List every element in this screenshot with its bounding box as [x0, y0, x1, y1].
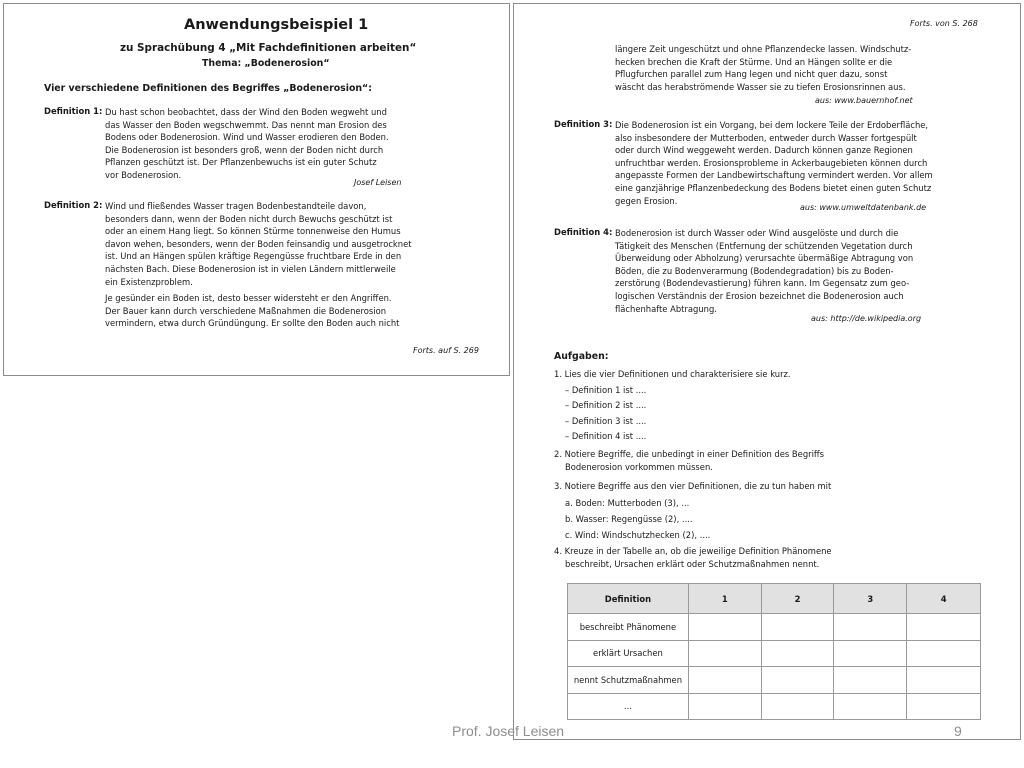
page-number: 9 [954, 723, 962, 739]
table-row [568, 693, 981, 720]
page-title: Anwendungsbeispiel 1 [184, 17, 369, 33]
task-3: 3. Notiere Begriffe aus den vier Definitionen, die zu tun haben mit [554, 481, 832, 491]
page-subtitle: zu Sprachübung 4 „Mit Fachdefinitionen arbeiten“ [120, 42, 417, 54]
table-cell [834, 640, 907, 667]
task-1-items: – Definition 1 ist .... – Definition 2 ist .... – Definition 3 ist .... – Definition 4 ist .... [565, 385, 647, 442]
task-2: 2. Notiere Begriffe, die unbedingt in einer Definition des Begriffs Bodenerosion vorkommen müssen. [554, 449, 825, 472]
definition-4-text: Bodenerosion ist durch Wasser oder Wind ausgelöste und durch die Tätigkeit des Menschen (Entfernung der schützenden Vegetation durch Überweidung oder Abholzung) verursachte übermäßige Abtragung von Böden, die zu Bodenverarmung (Bodendegradation) bis zu Boden- zerstörung (Bodendevastierung) führen kann. Im Gegensatz zum geo- logischen Verständnis der Erosion bezeichnet die Bodenerosion auch flächenhafte Abtragung. [615, 228, 914, 314]
row-label: erklärt Ursachen [568, 640, 689, 667]
definition-1-source: Josef Leisen [354, 178, 402, 187]
table-cell [761, 614, 834, 641]
task-3-items: a. Boden: Mutterboden (3), ... b. Wasser: Regengüsse (2), .... c. Wind: Windschutzhecken (2), .... [565, 498, 711, 540]
continued-source: aus: www.bauernhof.net [815, 96, 913, 105]
topic-heading: Thema: „Bodenerosion“ [202, 58, 330, 69]
table-header: 2 [761, 584, 834, 614]
right-page [513, 3, 1021, 740]
task-4: 4. Kreuze in der Tabelle an, ob die jeweilige Definition Phänomene beschreibt, Ursachen erklärt oder Schutzmaßnahmen nennt. [554, 546, 832, 569]
table-cell [834, 614, 907, 641]
definition-3-source: aus: www.umweltdatenbank.de [800, 203, 927, 212]
definition-1-label: Definition 1: [44, 106, 103, 116]
continued-from-note: Forts. von S. 268 [910, 19, 978, 28]
evaluation-table [567, 583, 981, 720]
table-header-row [568, 584, 981, 614]
continued-text: längere Zeit ungeschützt und ohne Pflanzendecke lassen. Windschutz- hecken brechen die Kraft der Stürme. Und an Hängen sollte er die Pflugfurchen parallel zum Hang legen und nicht quer dazu, sonst wäscht das herabströmende Wasser sie zu tiefen Erosionsrinnen aus. [615, 44, 912, 92]
definition-2-label: Definition 2: [44, 200, 103, 210]
definition-2-text: Wind und fließendes Wasser tragen Bodenbestandteile davon, besonders dann, wenn der Boden nicht durch Bewuchs geschützt ist oder an einem Hang liegt. So können Stürme tonnenweise den Humus davon wehen, besonders, wenn der Boden feinsandig und ausgetrocknet ist. Und an Hängen spülen kräftige Regengüsse fruchtbare Erde in den nächsten Bach. Diese Bodenerosion ist in vielen Ländern mittlerweile ein Existenzproblem. [105, 201, 412, 287]
table-header: 3 [834, 584, 907, 614]
continued-note: Forts. auf S. 269 [413, 346, 479, 355]
table-cell [907, 667, 981, 694]
table-row [568, 640, 981, 667]
table-row [568, 614, 981, 641]
left-page [3, 3, 510, 376]
table-cell [761, 693, 834, 720]
table-cell [907, 693, 981, 720]
table-row [568, 667, 981, 694]
footer-author: Prof. Josef Leisen [452, 723, 565, 739]
intro-heading: Vier verschiedene Definitionen des Begriffes „Bodenerosion“: [44, 83, 372, 94]
table-cell [907, 640, 981, 667]
task-1: 1. Lies die vier Definitionen und charakterisiere sie kurz. [554, 369, 791, 379]
definition-4-source: aus: http://de.wikipedia.org [811, 314, 922, 323]
row-label: beschreibt Phänomene [568, 614, 689, 641]
definition-1-text: Du hast schon beobachtet, dass der Wind den Boden wegweht und das Wasser den Boden wegschwemmt. Das nennt man Erosion des Bodens oder Bodenerosion. Wind und Wasser erodieren den Boden. Die Bodenerosion ist besonders groß, wenn der Boden nicht durch Pflanzen geschützt ist. Der Pflanzenbewuchs ist ein guter Schutz vor Bodenerosion. [105, 107, 389, 180]
row-label: ... [568, 693, 689, 720]
table-cell [688, 693, 761, 720]
table-cell [761, 640, 834, 667]
table-cell [761, 667, 834, 694]
definition-3-text: Die Bodenerosion ist ein Vorgang, bei dem lockere Teile der Erdoberfläche, also insbesondere der Mutterboden, entweder durch Wasser fortgespült oder durch Wind weggeweht werden. Dadurch können ganze Regionen unfruchtbar werden. Erosionsprobleme in Ackerbaugebieten können durch angepasste Formen der Landbewirtschaftung vermindert werden. Vor allem eine ganzjährige Pflanzenbedeckung des Bodens bietet einen guten Schutz gegen Erosion. [615, 120, 933, 206]
definition-3-label: Definition 3: [554, 119, 613, 129]
table-cell [688, 614, 761, 641]
table-cell [907, 614, 981, 641]
tasks-heading: Aufgaben: [554, 351, 609, 362]
definition-4-label: Definition 4: [554, 227, 613, 237]
table-cell [834, 667, 907, 694]
row-label: nennt Schutzmaßnahmen [568, 667, 689, 694]
table-cell [688, 667, 761, 694]
definition-2-text-continued: Je gesünder ein Boden ist, desto besser widersteht er den Angriffen. Der Bauer kann durch verschiedene Maßnahmen die Bodenerosion vermindern, etwa durch Gründüngung. Er sollte den Boden auch nicht [105, 293, 400, 329]
table-cell [834, 693, 907, 720]
table-header: Definition [568, 584, 689, 614]
table-cell [688, 640, 761, 667]
table-header: 1 [688, 584, 761, 614]
table-header: 4 [907, 584, 981, 614]
